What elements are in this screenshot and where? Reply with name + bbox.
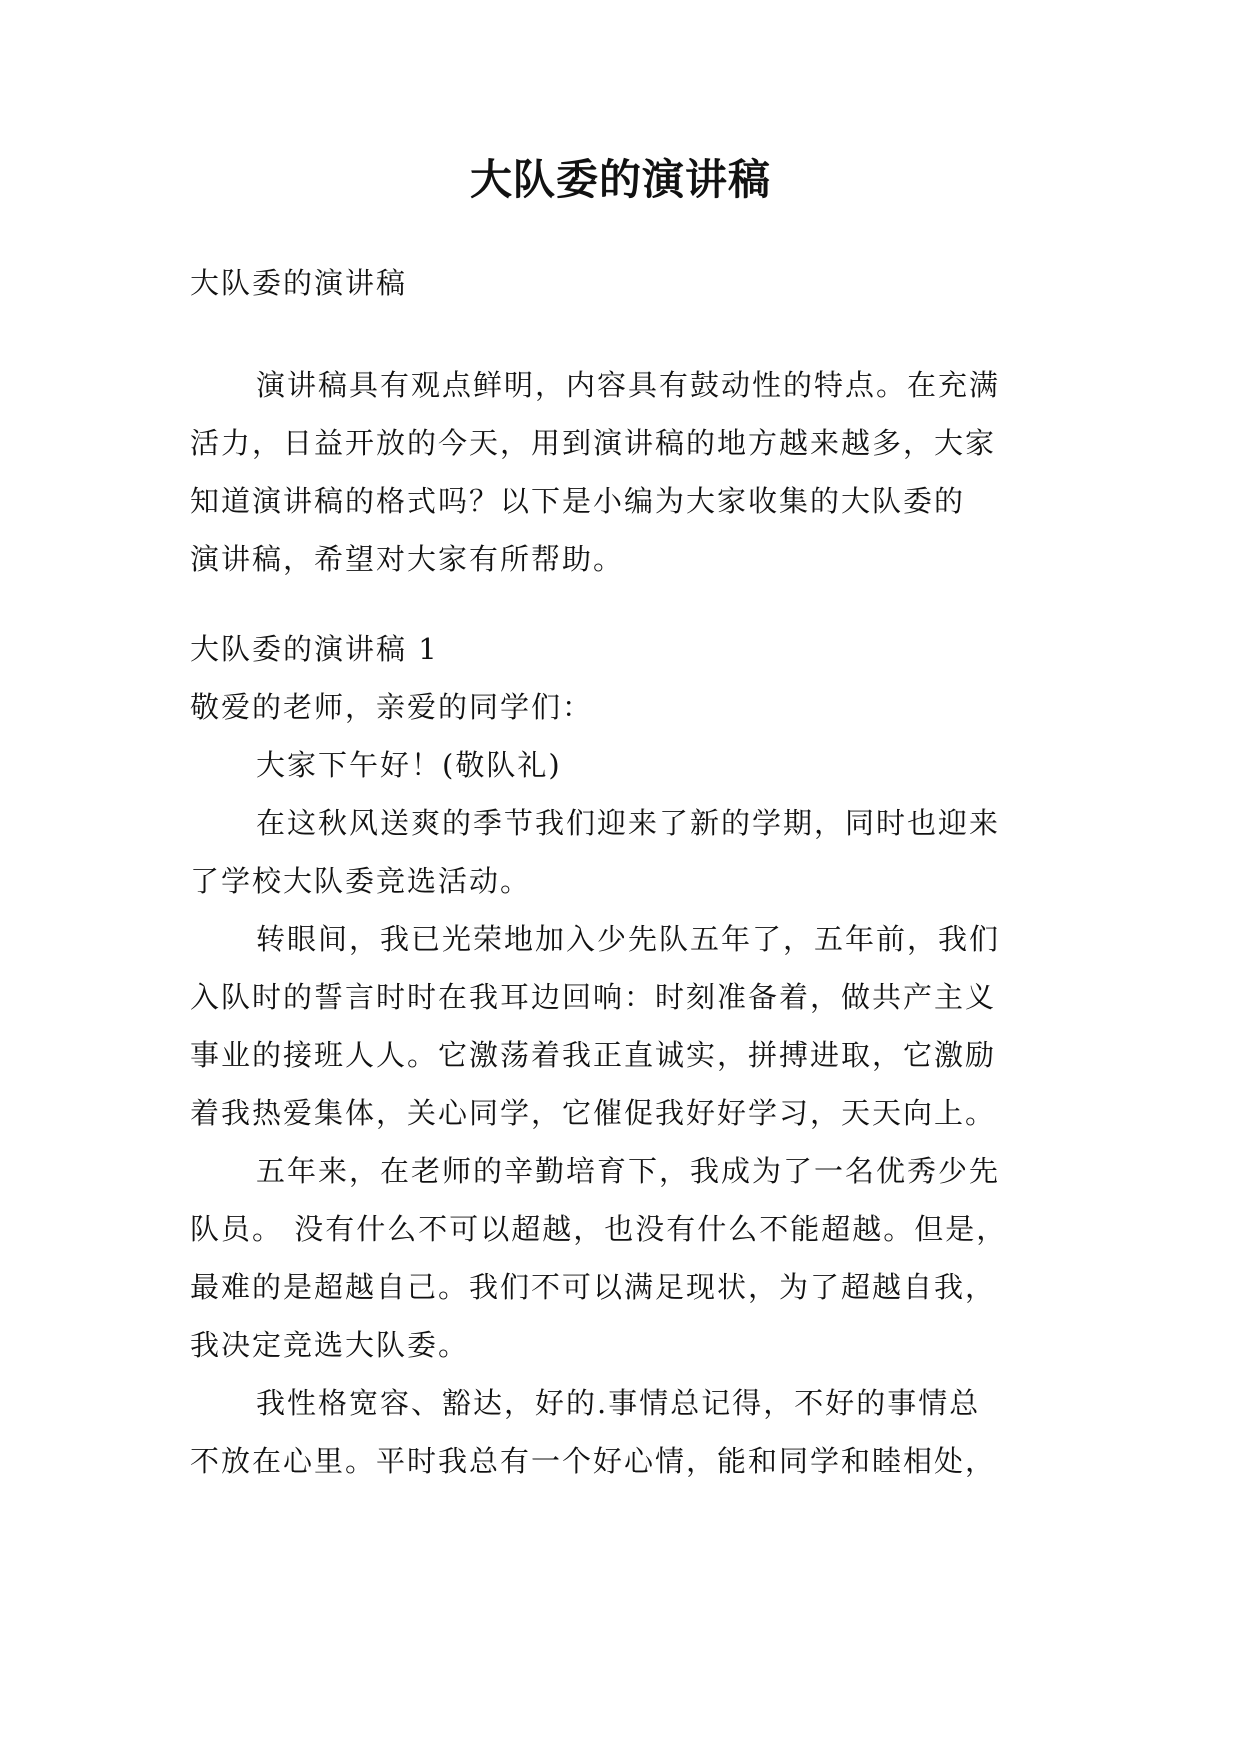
- paragraph-line: 活力，日益开放的今天，用到演讲稿的地方越来越多，大家: [190, 426, 997, 460]
- subtitle-line: 大队委的演讲稿: [190, 266, 408, 300]
- paragraph-line: 入队时的誓言时时在我耳边回响：时刻准备着，做共产主义: [190, 980, 997, 1014]
- paragraph-line: 演讲稿，希望对大家有所帮助。: [190, 542, 625, 576]
- paragraph-line: 队员。 没有什么不可以超越，也没有什么不能超越。但是，: [190, 1212, 1008, 1246]
- paragraph-line: 演讲稿具有观点鲜明，内容具有鼓动性的特点。在充满: [256, 368, 1001, 402]
- intro-paragraph: [190, 356, 1070, 588]
- speech-section: [190, 620, 1070, 1490]
- document-subtitle: [190, 254, 1070, 312]
- paragraph-line: 转眼间，我已光荣地加入少先队五年了，五年前，我们: [256, 922, 1001, 956]
- salutation: 敬爱的老师，亲爱的同学们：: [190, 690, 594, 724]
- paragraph-line: 事业的接班人人。它激荡着我正直诚实，拼搏进取，它激励: [190, 1038, 997, 1072]
- paragraph-line: 我性格宽容、豁达，好的.事情总记得，不好的事情总: [256, 1386, 981, 1420]
- paragraph-line: 在这秋风送爽的季节我们迎来了新的学期，同时也迎来: [256, 806, 1001, 840]
- paragraph-line: 知道演讲稿的格式吗？以下是小编为大家收集的大队委的: [190, 484, 966, 518]
- greeting: 大家下午好！(敬队礼): [256, 748, 562, 782]
- paragraph-line: 五年来，在老师的辛勤培育下，我成为了一名优秀少先: [256, 1154, 1001, 1188]
- paragraph-line: 不放在心里。平时我总有一个好心情，能和同学和睦相处，: [190, 1444, 997, 1478]
- section-heading: 大队委的演讲稿 1: [190, 632, 439, 666]
- paragraph-line: 我决定竞选大队委。: [190, 1328, 470, 1362]
- document-title: 大队委的演讲稿: [469, 155, 771, 204]
- paragraph-line: 着我热爱集体，关心同学，它催促我好好学习，天天向上。: [190, 1096, 997, 1130]
- paragraph-line: 最难的是超越自己。我们不可以满足现状，为了超越自我，: [190, 1270, 997, 1304]
- paragraph-line: 了学校大队委竞选活动。: [190, 864, 532, 898]
